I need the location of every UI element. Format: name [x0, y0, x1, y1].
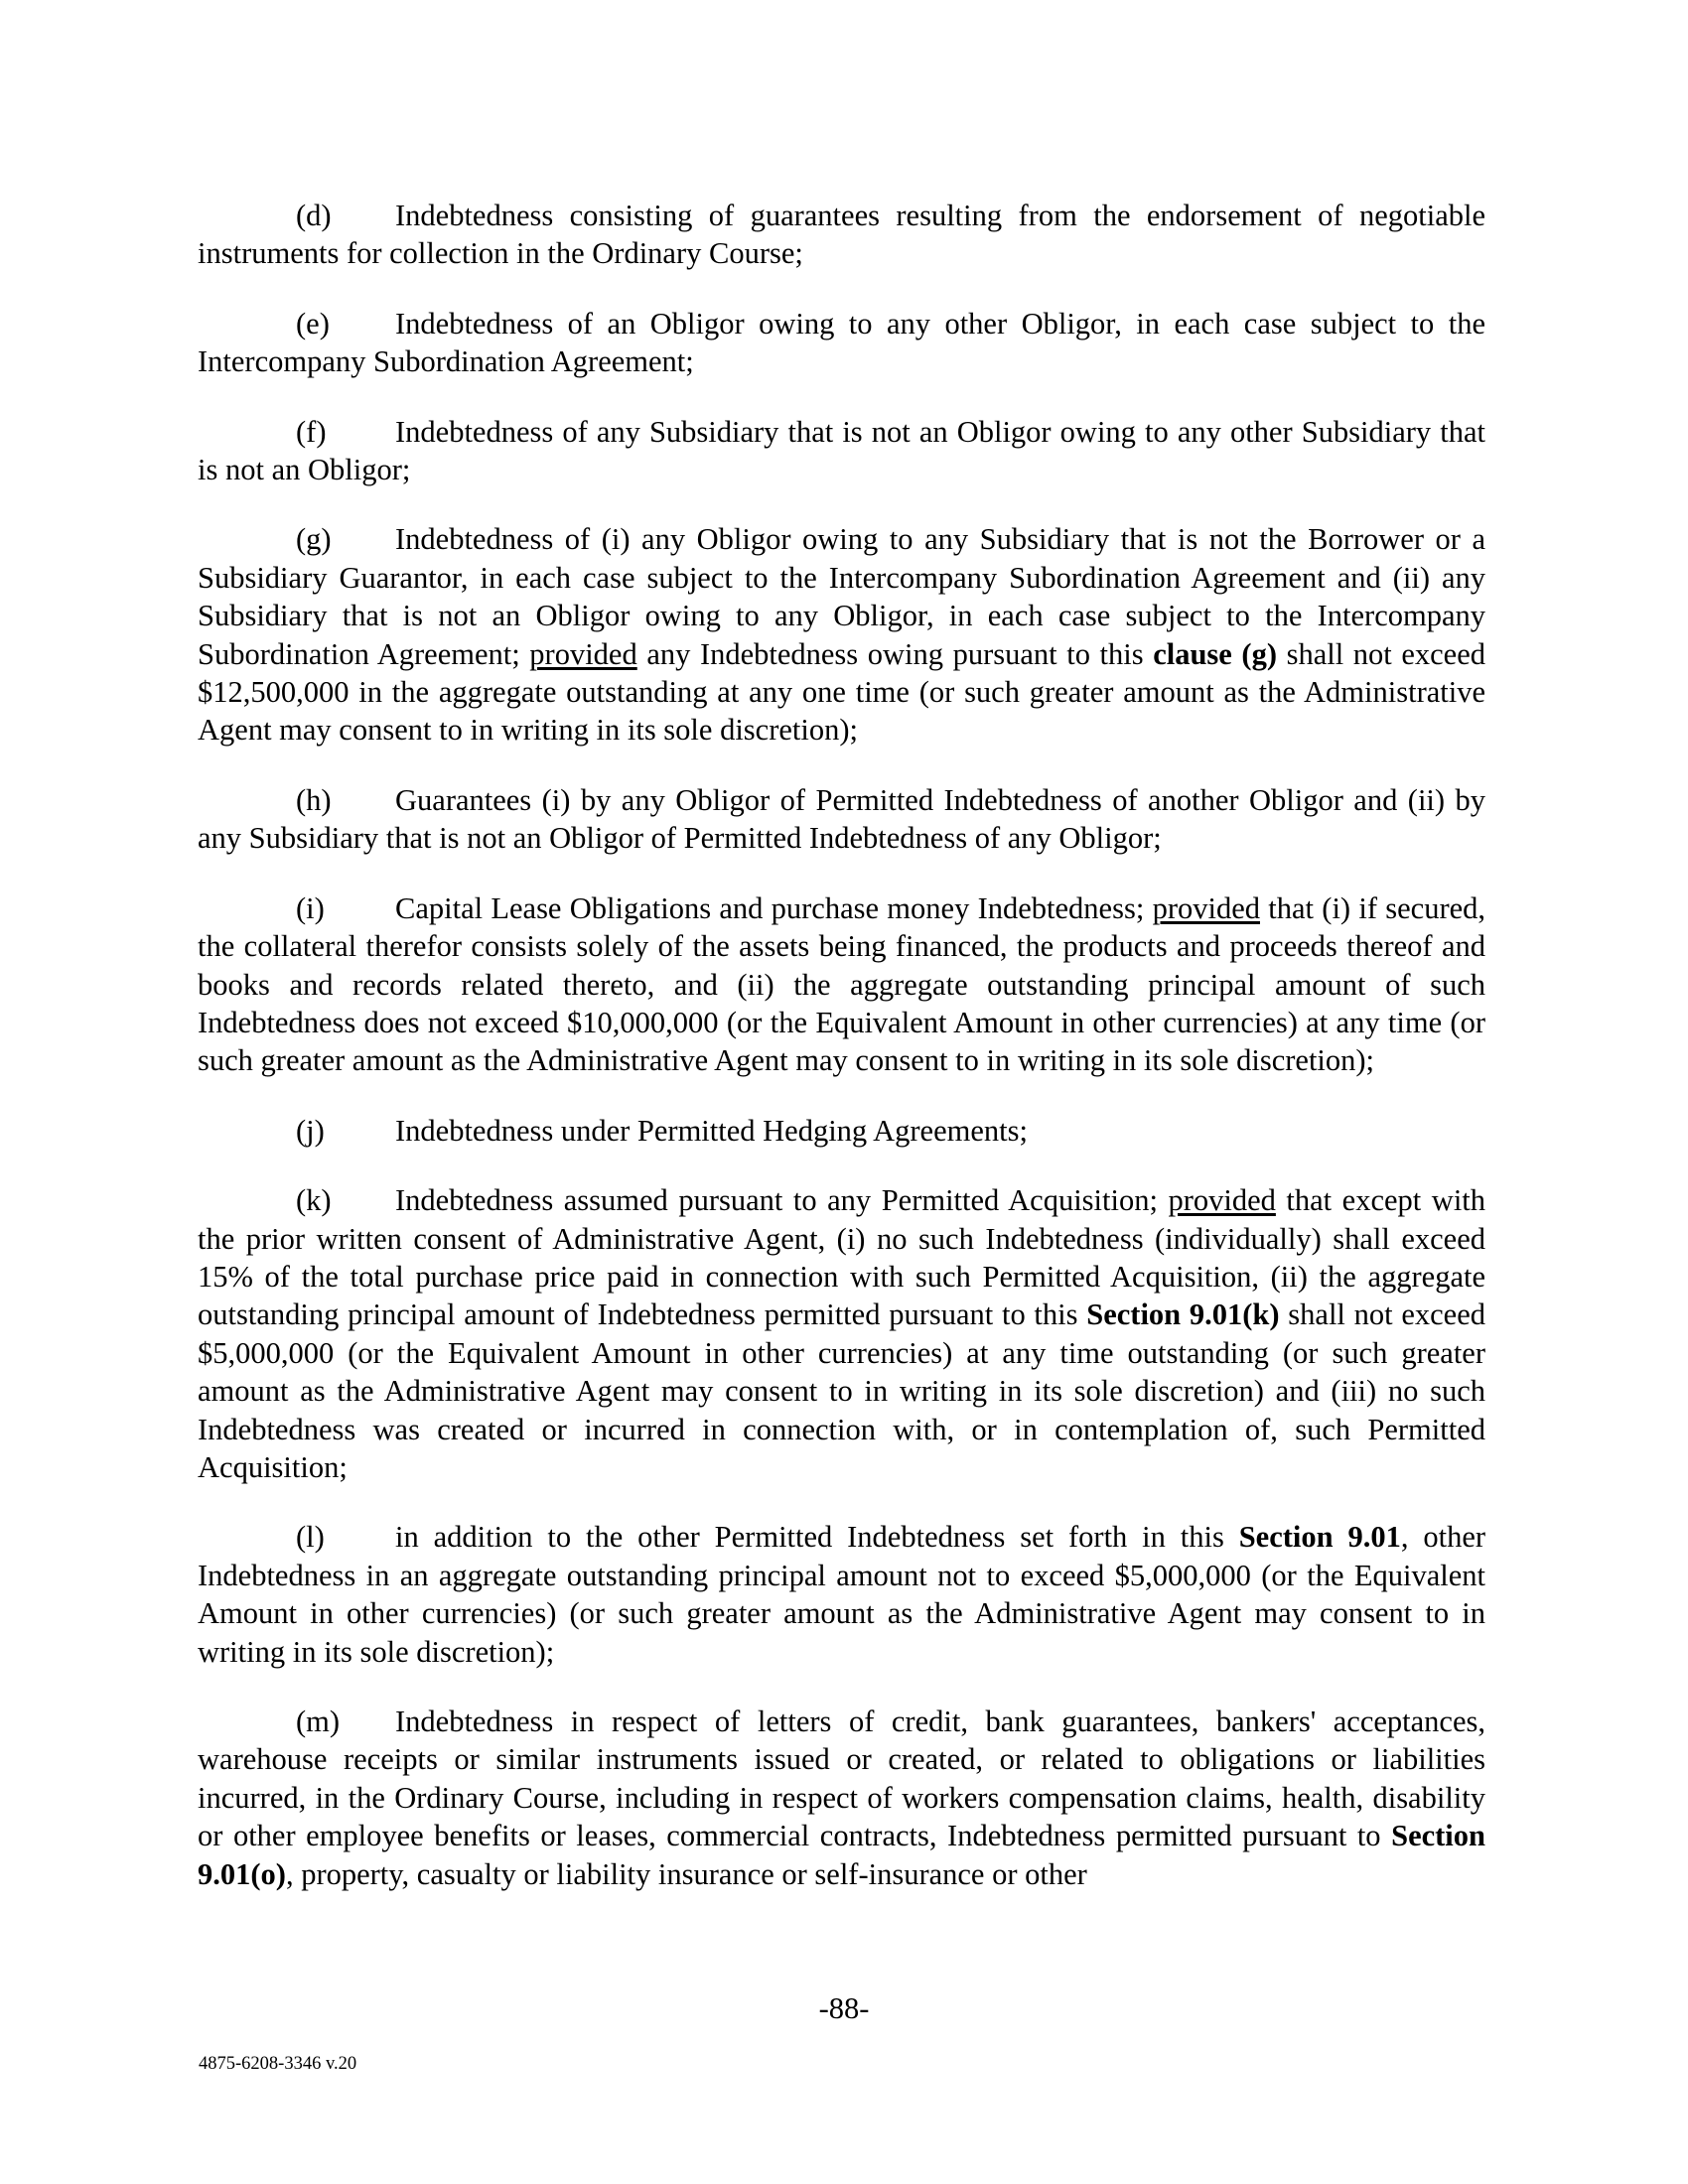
paragraph-text: , property, casualty or liability insurance or self-insurance or other	[285, 1856, 1087, 1891]
paragraph-text: Indebtedness of any Subsidiary that is not an Obligor owing to any other Subsidiary that is not an Obligor;	[198, 414, 1485, 487]
page-number: -88-	[818, 1991, 870, 2025]
paragraph-text: Indebtedness of (i) any Obligor owing to any Subsidiary that is not the Borrower or a Subsidiary Guarantor, in each case subject to the Intercompany Subordination Agreement and (ii) any Subsidiary that is not an Obligor owing to any Obligor, in each case subject to the Intercompany Subordination Agreement;	[198, 522, 1485, 671]
paragraph-text: Indebtedness of an Obligor owing to any other Obligor, in each case subject to the Intercompany Subordination Agreement;	[198, 306, 1485, 379]
section-reference: Section 9.01	[1238, 1520, 1401, 1555]
provided-underlined: provided	[1152, 890, 1260, 925]
paragraph-text: shall not exceed $12,500,000 in the aggregate outstanding at any one time (or such greater amount as the Administrative Agent may consent to in writing in its sole discretion);	[198, 636, 1485, 748]
paragraph-text: shall not exceed $5,000,000 (or the Equivalent Amount in other currencies) at any time outstanding (or such greater amount as the Administrative Agent may consent to in writing in its sole discretion) and (iii) no such Indebtedness was created or incurred in connection with, or in contemplation of, such Permitted Acquisition;	[198, 1297, 1486, 1484]
paragraph-text: in addition to the other Permitted Indebtedness set forth in this	[395, 1520, 1224, 1555]
paragraph-text: that except with the prior written consent of Administrative Agent, (i) no such Indebtedness (individually) shall exceed 15% of the total purchase price paid in connection with such Permitted Acquisition, (ii) the aggregate outstanding principal amount of Indebtedness permitted pursuant to this	[198, 1183, 1486, 1332]
paragraph-label: (i)	[296, 890, 325, 925]
paragraph-e	[198, 305, 1485, 381]
provided-underlined: provided	[529, 636, 637, 671]
paragraph-text: Indebtedness assumed pursuant to any Permitted Acquisition;	[395, 1183, 1158, 1218]
paragraph-text: Indebtedness consisting of guarantees resulting from the endorsement of negotiable instruments for collection in the Ordinary Course;	[198, 199, 1485, 271]
paragraph-h	[198, 781, 1485, 858]
section-reference: Section 9.01(o)	[198, 1819, 1485, 1891]
paragraph-label: (k)	[296, 1183, 332, 1218]
paragraph-d	[198, 197, 1485, 273]
paragraph-label: (d)	[296, 199, 332, 232]
provided-underlined: provided	[1168, 1183, 1276, 1218]
paragraph-l	[198, 1518, 1485, 1671]
paragraph-label: (h)	[296, 782, 332, 817]
paragraph-text: Indebtedness in respect of letters of credit, bank guarantees, bankers' acceptances, warehouse receipts or similar instruments issued or created, or related to obligations or liabilities incurred, in the Ordinary Course, including in respect of workers compensation claims, health, disability or other employee benefits or leases, commercial contracts, Indebtedness permitted pursuant to	[198, 1705, 1485, 1853]
paragraph-i	[198, 889, 1485, 1080]
paragraph-text: Guarantees (i) by any Obligor of Permitted Indebtedness of another Obligor and (ii) by any Subsidiary that is not an Obligor of Permitted Indebtedness of any Obligor;	[198, 782, 1485, 856]
paragraph-text: any Indebtedness owing pursuant to this	[646, 636, 1144, 671]
document-id: 4875-6208-3346 v.20	[199, 2054, 357, 2074]
paragraph-label: (l)	[296, 1520, 325, 1555]
paragraph-g	[198, 520, 1485, 749]
paragraph-text: Indebtedness under Permitted Hedging Agreements;	[395, 1113, 1028, 1148]
document-body	[198, 197, 1485, 1925]
paragraph-k	[198, 1181, 1485, 1486]
paragraph-label: (j)	[296, 1113, 325, 1148]
paragraph-label: (m)	[296, 1705, 341, 1738]
paragraph-label: (e)	[296, 306, 330, 341]
paragraph-text: , other Indebtedness in an aggregate outstanding principal amount not to exceed $5,000,000 (or the Equivalent Amount in other currencies) (or such greater amount as the Administrative Agent may consent to in writing in its sole discretion);	[198, 1520, 1486, 1669]
paragraph-f	[198, 413, 1485, 489]
paragraph-text: Capital Lease Obligations and purchase money Indebtedness;	[395, 890, 1145, 925]
paragraph-label: (f)	[296, 414, 327, 449]
paragraph-m	[198, 1703, 1485, 1893]
paragraph-text: that (i) if secured, the collateral therefor consists solely of the assets being financed, the products and proceeds thereof and books and records related thereto, and (ii) the aggregate outstanding principal amount of such Indebtedness does not exceed $10,000,000 (or the Equivalent Amount in other currencies) at any time (or such greater amount as the Administrative Agent may consent to in writing in its sole discretion);	[198, 890, 1486, 1078]
paragraph-j	[198, 1112, 1485, 1150]
section-reference: Section 9.01(k)	[1086, 1297, 1280, 1332]
paragraph-label: (g)	[296, 522, 332, 557]
clause-reference: clause (g)	[1153, 636, 1277, 671]
